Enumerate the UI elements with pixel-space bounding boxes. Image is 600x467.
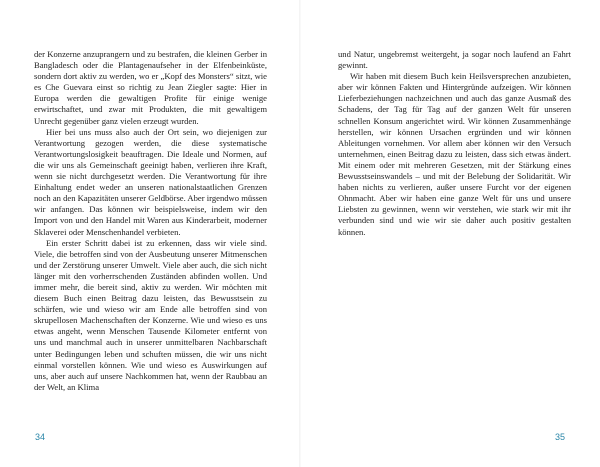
left-page-body	[34, 49, 267, 419]
right-page-number: 35	[555, 432, 566, 442]
right-paragraph-2: Wir haben mit diesem Buch kein Heilsversprechen anzubieten, aber wir können Fakten und Hintergründe aufzeigen. Wir können Lieferbeziehungen nachzeichnen und auch das ganze Ausmaß des Schadens, der Tag für Tag auf der ganzen Welt für unseren schnellen Konsum angerichtet wird. Wir können Zusammenhänge herstellen, wir können Ursachen ergründen und wir können Ableitungen vornehmen. Vor allem aber können wir den Versuch unternehmen, einen Beitrag dazu zu leisten, dass sich etwas ändert. Mit einem oder mit mehreren Gesetzen, mit der Stärkung eines Bewusstseinswandels – und mit der Belebung der Solidarität. Wir haben nichts zu verlieren, außer unsere Furcht vor der eigenen Ohnmacht. Aber wir haben eine ganze Welt für uns und unsere Liebsten zu gewinnen, wenn wir verstehen, wie stark wir mit ihr verbunden sind und wie wir sie daher auch positiv gestalten können.	[338, 71, 571, 237]
right-page	[300, 0, 600, 467]
left-paragraph-1: der Konzerne anzuprangern und zu bestrafen, die kleinen Gerber in Bangladesch oder die Plantagenaufseher in der Elfenbeinküste, sondern dort aktiv zu werden, wo er „Kopf des Monsters“ sitzt, wie es Che Guevara einst so richtig zu Jean Ziegler sagte: Hier in Europa werden die gewaltigen Profite für einige wenige erwirtschaftet, und zwar mit Produkten, die mit gewaltigem Unrecht gegenüber ganz vielen erzeugt wurden.	[34, 49, 267, 126]
left-page-number: 34	[35, 432, 46, 442]
left-paragraph-3: Ein erster Schritt dabei ist zu erkennen, dass wir viele sind. Viele, die betroffen sind von der Ausbeutung unserer Mitmenschen und der Zerstörung unserer Umwelt. Viele aber auch, die sich nicht länger mit den vorherrschenden Zuständen abfinden wollen. Und immer mehr, die bereit sind, aktiv zu werden. Wir möchten mit diesem Buch einen Beitrag dazu leisten, das Bewusstsein zu schärfen, wie und wieso wir am Ende alle betroffen sind von skrupellosen Machenschaften der Konzerne. Wie und wieso es uns etwas angeht, wenn Menschen Tausende Kilometer entfernt von uns und manchmal auch in unserer unmittelbaren Nachbarschaft unter Bedingungen leben und schuften müssen, die wir uns nicht einmal vorstellen können. Wie und wieso es Auswirkungen auf uns, aber auch auf unsere Nachkommen hat, wenn der Raubbau an der Welt, an Klima	[34, 237, 267, 392]
left-paragraph-2: Hier bei uns muss also auch der Ort sein, wo diejenigen zur Verantwortung gezogen werden, die diese systematische Verantwortungslosigkeit beauftragen. Die Ideale und Normen, auf die wir uns als Gemeinschaft geeinigt haben, verlieren ihre Kraft, wenn sie nicht durchgesetzt werden. Die Verantwortung für ihre Einhaltung endet weder an unseren nationalstaatlichen Grenzen noch an den Kapazitäten unserer Geldbörse. Aber irgendwo müssen wir anfangen. Das können wir beispielsweise, indem wir den Import von und den Handel mit Waren aus Kinderarbeit, moderner Sklaverei oder Menschenhandel verbieten.	[34, 126, 267, 237]
right-paragraph-1: und Natur, ungebremst weitergeht, ja sogar noch laufend an Fahrt gewinnt.	[338, 49, 571, 71]
right-page-body	[338, 49, 571, 249]
